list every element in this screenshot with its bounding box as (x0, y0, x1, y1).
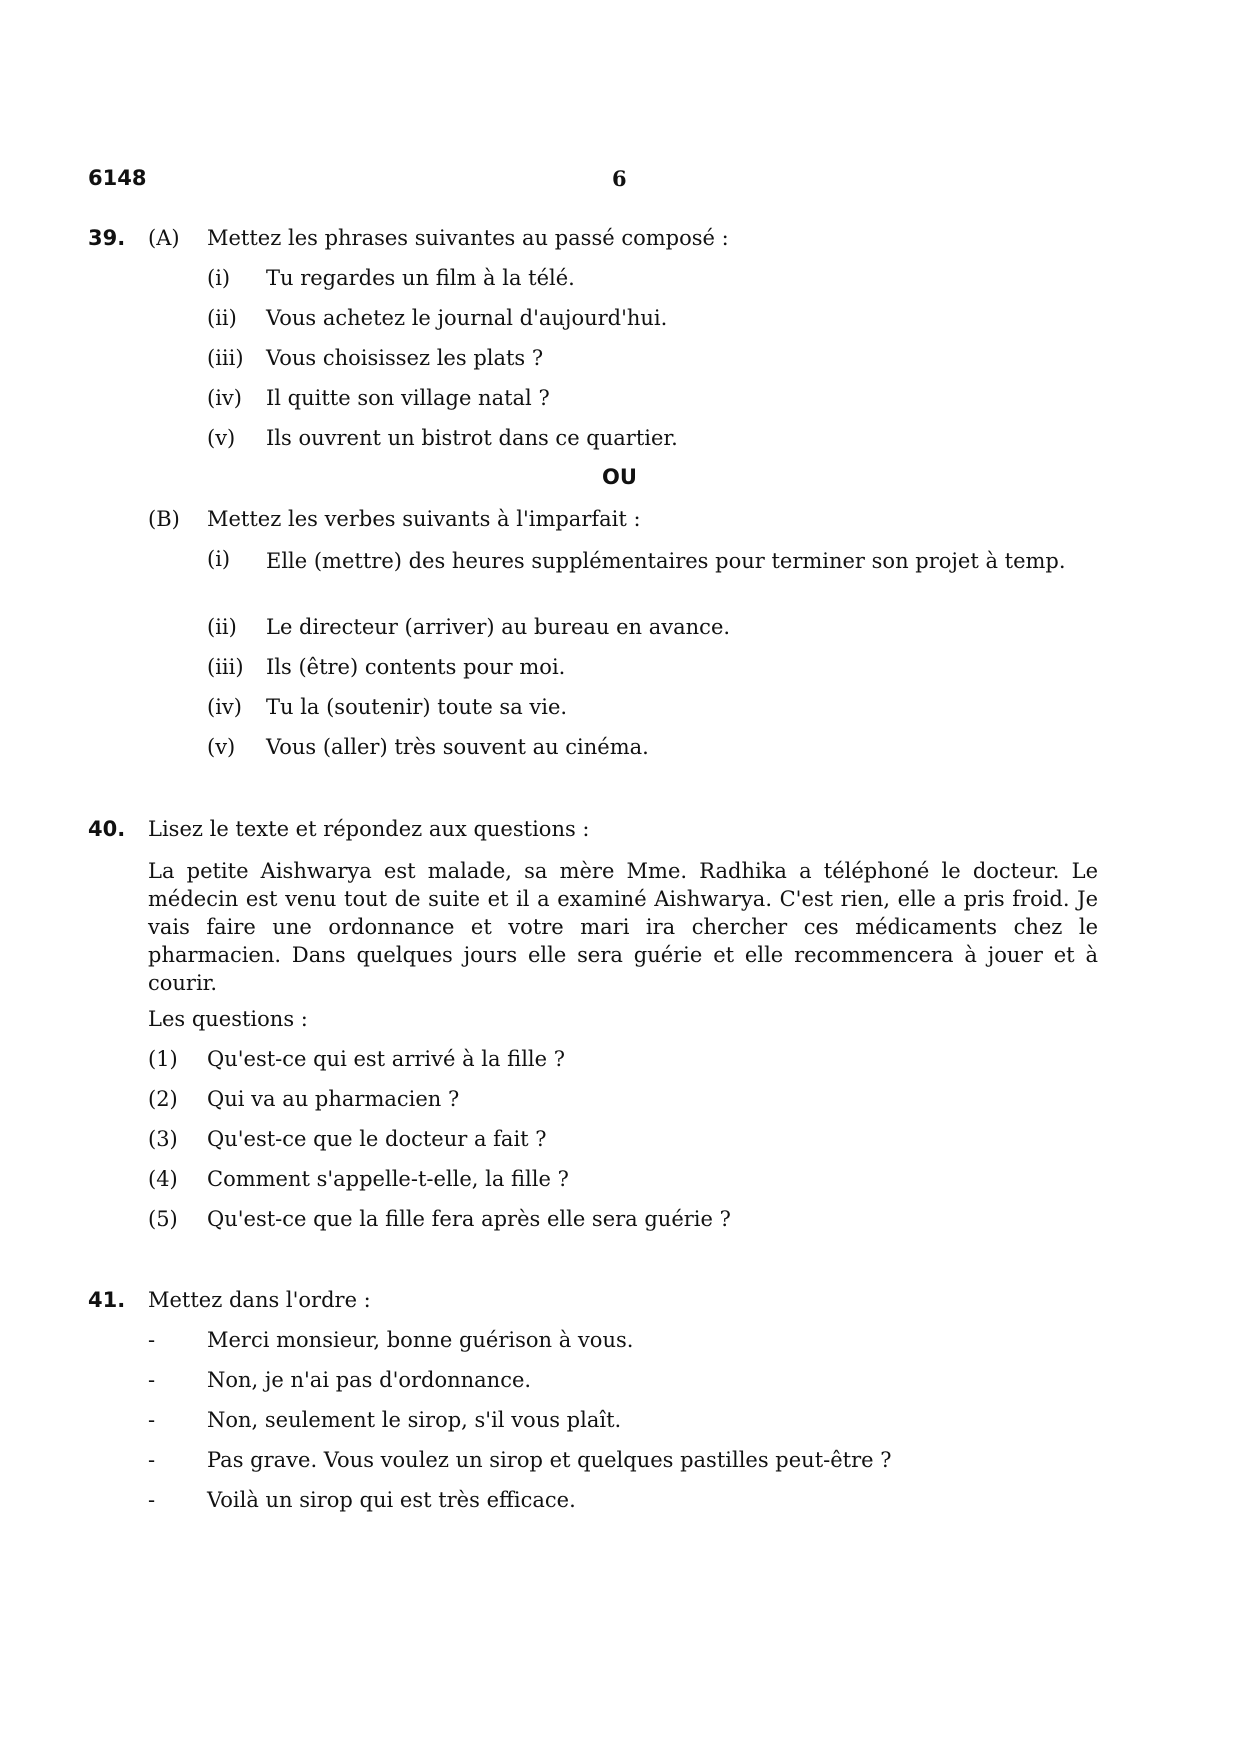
q40-questions-label: Les questions : (148, 1007, 308, 1031)
q40-question-num: (2) (148, 1087, 178, 1111)
q39-part-a-instruction: Mettez les phrases suivantes au passé composé : (207, 226, 729, 250)
q39a-item-num: (v) (207, 426, 236, 450)
q39-part-a-label: (A) (148, 226, 180, 250)
paper-code: 6148 (88, 166, 147, 190)
q39b-item-num: (v) (207, 735, 236, 759)
q40-question-num: (5) (148, 1207, 178, 1231)
q40-question-text: Comment s'appelle-t-elle, la fille ? (207, 1167, 569, 1191)
q39b-item-num: (ii) (207, 615, 237, 639)
q39a-item-text: Vous achetez le journal d'aujourd'hui. (266, 306, 668, 330)
q39a-item-text: Vous choisissez les plats ? (266, 346, 544, 370)
q39a-item-text: Il quitte son village natal ? (266, 386, 550, 410)
q39a-item-num: (ii) (207, 306, 237, 330)
q40-passage: La petite Aishwarya est malade, sa mère Mme. Radhika a téléphoné le docteur. Le médecin est venu tout de suite et il a examiné Aishwarya. C'est rien, elle a pris froid. Je vais faire une ordonnance et votre mari ira chercher ces médicaments chez le pharmacien. Dans quelques jours elle sera guérie et elle recommencera à jouer et à courir. (148, 859, 1098, 995)
q39b-item-num: (i) (207, 547, 231, 571)
q40-question-num: (3) (148, 1127, 178, 1151)
or-separator: OU (602, 465, 637, 489)
q40-question-num: (4) (148, 1167, 178, 1191)
q41-item-text: Voilà un sirop qui est très efficace. (207, 1488, 576, 1512)
q41-item-text: Non, je n'ai pas d'ordonnance. (207, 1368, 532, 1392)
q39b-item-text: Elle (mettre) des heures supplémentaires pour terminer son projet à temp. (266, 549, 1066, 573)
q41-bullet: - (148, 1328, 156, 1352)
q41-bullet: - (148, 1448, 156, 1472)
q39a-item-num: (iii) (207, 346, 244, 370)
q40-question-text: Qu'est-ce que le docteur a fait ? (207, 1127, 547, 1151)
q39b-item-text: Vous (aller) très souvent au cinéma. (266, 735, 649, 759)
q39a-item-num: (iv) (207, 386, 242, 410)
q40-instruction: Lisez le texte et répondez aux questions : (148, 817, 590, 841)
q39b-item-text: Ils (être) contents pour moi. (266, 655, 566, 679)
page-number: 6 (612, 166, 627, 191)
q40-question-text: Qui va au pharmacien ? (207, 1087, 460, 1111)
q39-part-b-label: (B) (148, 507, 180, 531)
q40-question-text: Qu'est-ce que la fille fera après elle sera guérie ? (207, 1207, 731, 1231)
q41-item-text: Merci monsieur, bonne guérison à vous. (207, 1328, 634, 1352)
q39b-item-text: Tu la (soutenir) toute sa vie. (266, 695, 568, 719)
q41-item-text: Non, seulement le sirop, s'il vous plaît. (207, 1408, 622, 1432)
question-41-number: 41. (88, 1288, 126, 1312)
q41-bullet: - (148, 1368, 156, 1392)
q41-bullet: - (148, 1488, 156, 1512)
q40-question-num: (1) (148, 1047, 178, 1071)
q39a-item-text: Tu regardes un film à la télé. (266, 266, 575, 290)
q39a-item-num: (i) (207, 266, 231, 290)
q39b-item-num: (iii) (207, 655, 244, 679)
q40-question-text: Qu'est-ce qui est arrivé à la fille ? (207, 1047, 565, 1071)
question-39-number: 39. (88, 226, 126, 250)
q39-part-b-instruction: Mettez les verbes suivants à l'imparfait : (207, 507, 641, 531)
q41-item-text: Pas grave. Vous voulez un sirop et quelques pastilles peut-être ? (207, 1448, 892, 1472)
q39a-item-text: Ils ouvrent un bistrot dans ce quartier. (266, 426, 678, 450)
q41-bullet: - (148, 1408, 156, 1432)
question-40-number: 40. (88, 817, 126, 841)
q41-instruction: Mettez dans l'ordre : (148, 1288, 371, 1312)
q39b-item-text: Le directeur (arriver) au bureau en avance. (266, 615, 731, 639)
q39b-item-num: (iv) (207, 695, 242, 719)
